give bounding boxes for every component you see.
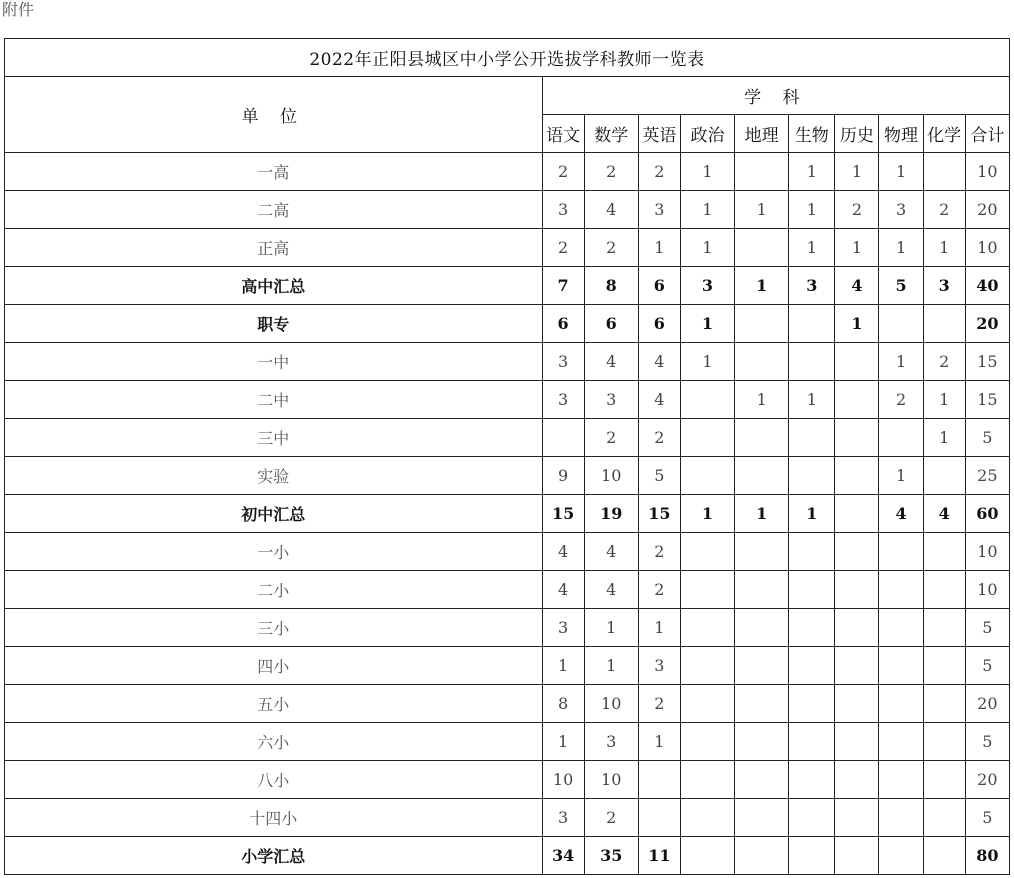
value-cell: 1	[735, 267, 789, 305]
table-row	[5, 153, 1010, 191]
value-cell	[735, 153, 789, 191]
value-cell: 1	[638, 609, 680, 647]
table-row	[5, 229, 1010, 267]
value-cell: 2	[638, 571, 680, 609]
value-cell	[923, 609, 965, 647]
value-cell	[789, 533, 835, 571]
value-cell: 15	[965, 343, 1009, 381]
value-cell	[735, 723, 789, 761]
value-cell: 1	[923, 229, 965, 267]
table-row	[5, 533, 1010, 571]
value-cell: 34	[542, 837, 584, 875]
table-row	[5, 723, 1010, 761]
value-cell	[835, 761, 879, 799]
value-cell: 3	[542, 343, 584, 381]
value-cell: 20	[965, 761, 1009, 799]
unit-name-cell: 二高	[5, 191, 543, 229]
table-row	[5, 457, 1010, 495]
value-cell: 1	[638, 229, 680, 267]
unit-name-cell: 五小	[5, 685, 543, 723]
value-cell: 15	[542, 495, 584, 533]
value-cell	[789, 761, 835, 799]
value-cell	[923, 457, 965, 495]
value-cell	[879, 723, 923, 761]
value-cell: 3	[680, 267, 734, 305]
value-cell	[835, 837, 879, 875]
value-cell	[789, 457, 835, 495]
table-title: 2022年正阳县城区中小学公开选拔学科教师一览表	[5, 39, 1010, 77]
value-cell: 3	[584, 723, 638, 761]
value-cell: 15	[638, 495, 680, 533]
value-cell: 6	[638, 305, 680, 343]
value-cell	[735, 761, 789, 799]
value-cell	[638, 761, 680, 799]
value-cell	[735, 571, 789, 609]
unit-name-cell: 初中汇总	[5, 495, 543, 533]
value-cell	[638, 799, 680, 837]
value-cell	[879, 609, 923, 647]
subject-header-4: 地理	[735, 115, 789, 153]
value-cell	[735, 837, 789, 875]
value-cell: 5	[965, 723, 1009, 761]
value-cell: 7	[542, 267, 584, 305]
table-row	[5, 647, 1010, 685]
value-cell	[735, 685, 789, 723]
value-cell	[835, 685, 879, 723]
value-cell: 3	[542, 799, 584, 837]
value-cell	[789, 685, 835, 723]
value-cell: 6	[542, 305, 584, 343]
value-cell	[879, 533, 923, 571]
value-cell	[923, 761, 965, 799]
value-cell: 2	[835, 191, 879, 229]
value-cell: 1	[680, 229, 734, 267]
value-cell	[835, 381, 879, 419]
unit-column-header: 单 位	[5, 77, 543, 153]
value-cell	[835, 343, 879, 381]
value-cell: 3	[542, 609, 584, 647]
subject-header-0: 语文	[542, 115, 584, 153]
value-cell	[835, 723, 879, 761]
value-cell: 1	[542, 647, 584, 685]
unit-name-cell: 三小	[5, 609, 543, 647]
value-cell	[680, 457, 734, 495]
value-cell: 4	[584, 191, 638, 229]
teacher-selection-table	[4, 38, 1010, 875]
value-cell	[735, 305, 789, 343]
table-row	[5, 609, 1010, 647]
unit-name-cell: 高中汇总	[5, 267, 543, 305]
value-cell	[680, 571, 734, 609]
value-cell: 2	[638, 153, 680, 191]
value-cell: 80	[965, 837, 1009, 875]
value-cell: 2	[584, 419, 638, 457]
value-cell	[542, 419, 584, 457]
unit-name-cell: 八小	[5, 761, 543, 799]
value-cell: 3	[584, 381, 638, 419]
value-cell	[923, 533, 965, 571]
value-cell: 8	[542, 685, 584, 723]
unit-name-cell: 一高	[5, 153, 543, 191]
value-cell: 3	[542, 191, 584, 229]
summary-row	[5, 305, 1010, 343]
value-cell	[835, 457, 879, 495]
value-cell: 2	[638, 533, 680, 571]
value-cell: 2	[584, 799, 638, 837]
value-cell	[835, 571, 879, 609]
value-cell: 1	[879, 229, 923, 267]
subject-group-header: 学 科	[542, 77, 1009, 115]
value-cell	[735, 609, 789, 647]
table-row	[5, 191, 1010, 229]
unit-name-cell: 一小	[5, 533, 543, 571]
value-cell	[923, 153, 965, 191]
value-cell	[923, 571, 965, 609]
value-cell: 5	[965, 419, 1009, 457]
value-cell	[735, 343, 789, 381]
value-cell	[923, 837, 965, 875]
value-cell: 4	[923, 495, 965, 533]
unit-name-cell: 三中	[5, 419, 543, 457]
value-cell: 3	[638, 647, 680, 685]
unit-name-cell: 四小	[5, 647, 543, 685]
unit-name-cell: 十四小	[5, 799, 543, 837]
value-cell: 10	[965, 153, 1009, 191]
value-cell: 2	[584, 153, 638, 191]
value-cell	[879, 837, 923, 875]
value-cell: 1	[879, 457, 923, 495]
table-row	[5, 343, 1010, 381]
value-cell: 4	[584, 533, 638, 571]
value-cell: 10	[965, 229, 1009, 267]
value-cell	[680, 723, 734, 761]
table-row	[5, 761, 1010, 799]
summary-row	[5, 495, 1010, 533]
unit-name-cell: 二小	[5, 571, 543, 609]
table-row	[5, 571, 1010, 609]
value-cell: 5	[638, 457, 680, 495]
value-cell: 1	[680, 191, 734, 229]
value-cell	[789, 305, 835, 343]
value-cell: 1	[835, 153, 879, 191]
value-cell: 1	[735, 495, 789, 533]
value-cell: 11	[638, 837, 680, 875]
summary-row	[5, 267, 1010, 305]
subject-header-2: 英语	[638, 115, 680, 153]
value-cell: 10	[584, 761, 638, 799]
value-cell: 9	[542, 457, 584, 495]
value-cell	[923, 723, 965, 761]
subject-header-7: 物理	[879, 115, 923, 153]
value-cell	[735, 647, 789, 685]
value-cell: 1	[680, 495, 734, 533]
value-cell: 1	[879, 153, 923, 191]
unit-name-cell: 六小	[5, 723, 543, 761]
value-cell: 1	[789, 191, 835, 229]
value-cell: 3	[789, 267, 835, 305]
value-cell: 2	[923, 191, 965, 229]
value-cell: 4	[542, 571, 584, 609]
value-cell: 5	[965, 609, 1009, 647]
value-cell: 1	[680, 153, 734, 191]
value-cell	[680, 419, 734, 457]
unit-name-cell: 小学汇总	[5, 837, 543, 875]
value-cell	[789, 571, 835, 609]
summary-row	[5, 837, 1010, 875]
value-cell: 20	[965, 305, 1009, 343]
value-cell	[835, 495, 879, 533]
value-cell	[789, 647, 835, 685]
value-cell: 40	[965, 267, 1009, 305]
value-cell: 10	[965, 533, 1009, 571]
value-cell: 10	[584, 685, 638, 723]
value-cell	[923, 685, 965, 723]
value-cell: 6	[638, 267, 680, 305]
table-row	[5, 799, 1010, 837]
value-cell	[680, 609, 734, 647]
value-cell: 1	[680, 305, 734, 343]
value-cell	[923, 305, 965, 343]
value-cell	[789, 837, 835, 875]
value-cell	[923, 647, 965, 685]
value-cell	[879, 685, 923, 723]
value-cell	[835, 419, 879, 457]
value-cell: 1	[638, 723, 680, 761]
value-cell: 1	[789, 153, 835, 191]
value-cell	[735, 457, 789, 495]
value-cell: 3	[638, 191, 680, 229]
value-cell	[879, 419, 923, 457]
value-cell: 19	[584, 495, 638, 533]
value-cell	[789, 343, 835, 381]
value-cell: 6	[584, 305, 638, 343]
value-cell: 1	[789, 381, 835, 419]
value-cell	[680, 837, 734, 875]
value-cell: 1	[879, 343, 923, 381]
value-cell	[789, 609, 835, 647]
value-cell: 25	[965, 457, 1009, 495]
value-cell: 4	[879, 495, 923, 533]
subject-header-9: 合计	[965, 115, 1009, 153]
subject-header-8: 化学	[923, 115, 965, 153]
value-cell: 20	[965, 685, 1009, 723]
value-cell: 4	[638, 381, 680, 419]
value-cell: 5	[879, 267, 923, 305]
value-cell	[789, 723, 835, 761]
value-cell: 1	[680, 343, 734, 381]
value-cell: 2	[638, 419, 680, 457]
value-cell: 3	[923, 267, 965, 305]
value-cell: 2	[584, 229, 638, 267]
value-cell: 1	[735, 191, 789, 229]
value-cell: 10	[965, 571, 1009, 609]
value-cell	[879, 571, 923, 609]
value-cell	[735, 533, 789, 571]
value-cell: 2	[923, 343, 965, 381]
value-cell: 4	[835, 267, 879, 305]
value-cell: 20	[965, 191, 1009, 229]
table-row	[5, 381, 1010, 419]
value-cell: 15	[965, 381, 1009, 419]
value-cell: 1	[923, 381, 965, 419]
value-cell	[879, 761, 923, 799]
value-cell: 8	[584, 267, 638, 305]
value-cell	[879, 799, 923, 837]
unit-name-cell: 职专	[5, 305, 543, 343]
value-cell: 4	[542, 533, 584, 571]
value-cell	[789, 799, 835, 837]
value-cell	[735, 229, 789, 267]
unit-name-cell: 实验	[5, 457, 543, 495]
value-cell	[680, 685, 734, 723]
value-cell: 1	[923, 419, 965, 457]
value-cell	[879, 305, 923, 343]
value-cell: 5	[965, 647, 1009, 685]
value-cell: 1	[584, 647, 638, 685]
value-cell	[735, 799, 789, 837]
value-cell: 1	[789, 495, 835, 533]
value-cell: 2	[879, 381, 923, 419]
value-cell	[835, 609, 879, 647]
value-cell: 2	[638, 685, 680, 723]
attachment-label: 附件	[2, 0, 35, 19]
table-row	[5, 685, 1010, 723]
value-cell: 4	[638, 343, 680, 381]
value-cell	[680, 761, 734, 799]
value-cell: 5	[965, 799, 1009, 837]
value-cell: 3	[542, 381, 584, 419]
value-cell: 2	[542, 229, 584, 267]
value-cell	[835, 533, 879, 571]
value-cell: 1	[835, 229, 879, 267]
value-cell: 10	[542, 761, 584, 799]
value-cell	[680, 381, 734, 419]
value-cell: 1	[584, 609, 638, 647]
value-cell: 1	[542, 723, 584, 761]
value-cell: 60	[965, 495, 1009, 533]
unit-name-cell: 一中	[5, 343, 543, 381]
value-cell	[735, 419, 789, 457]
unit-name-cell: 二中	[5, 381, 543, 419]
value-cell: 4	[584, 343, 638, 381]
subject-header-3: 政治	[680, 115, 734, 153]
value-cell	[835, 799, 879, 837]
value-cell: 2	[542, 153, 584, 191]
value-cell: 1	[835, 305, 879, 343]
value-cell	[789, 419, 835, 457]
table-body	[5, 153, 1010, 875]
value-cell	[879, 647, 923, 685]
value-cell	[680, 647, 734, 685]
subject-header-1: 数学	[584, 115, 638, 153]
value-cell	[680, 533, 734, 571]
value-cell: 3	[879, 191, 923, 229]
value-cell: 35	[584, 837, 638, 875]
value-cell: 10	[584, 457, 638, 495]
value-cell	[680, 799, 734, 837]
subject-header-5: 生物	[789, 115, 835, 153]
value-cell	[923, 799, 965, 837]
value-cell	[835, 647, 879, 685]
value-cell: 4	[584, 571, 638, 609]
value-cell: 1	[789, 229, 835, 267]
subject-header-6: 历史	[835, 115, 879, 153]
value-cell: 1	[735, 381, 789, 419]
unit-name-cell: 正高	[5, 229, 543, 267]
table-row	[5, 419, 1010, 457]
